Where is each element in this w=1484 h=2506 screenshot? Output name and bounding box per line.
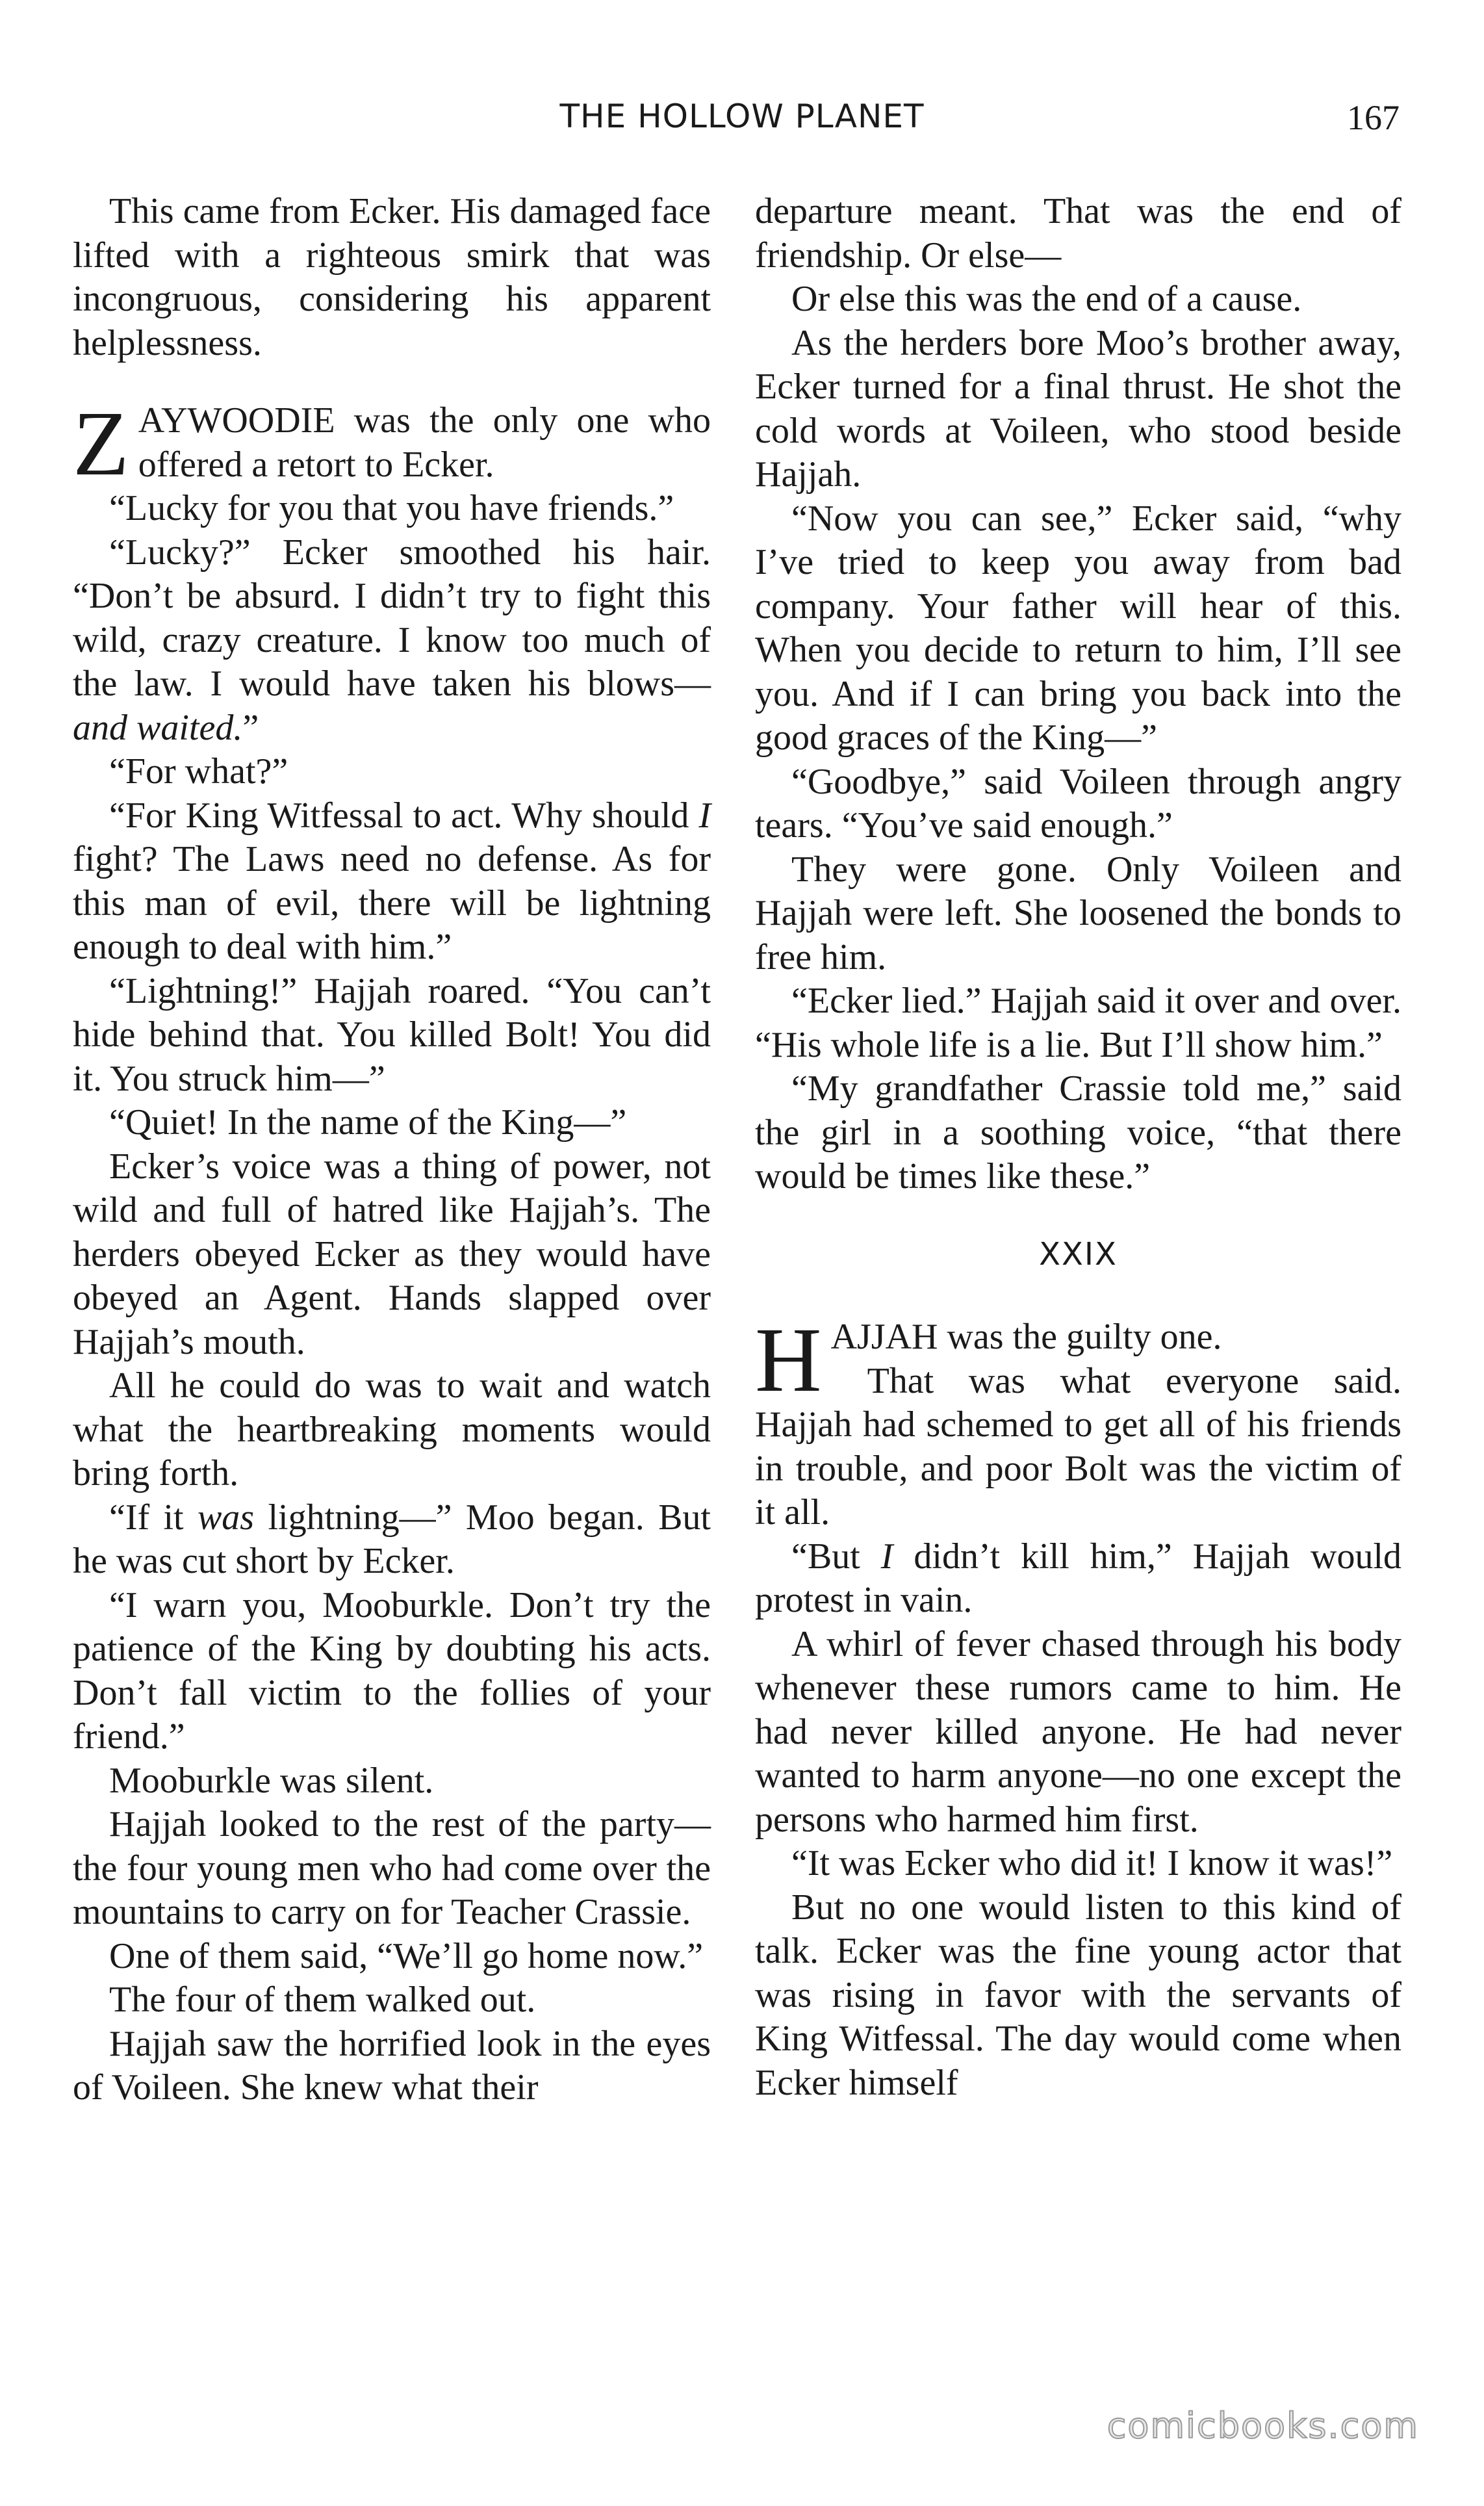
paragraph <box>73 1496 711 1584</box>
paragraph-text: “If it <box>109 1497 198 1538</box>
paragraph: “Lightning!” Hajjah roared. “You can’t hide behind that. You killed Bolt! You did it. You struck him—” <box>73 970 711 1099</box>
paragraph: Mooburkle was silent. <box>109 1760 434 1801</box>
emphasis: I <box>880 1536 893 1577</box>
paragraph: But no one would listen to this kind of talk. Ecker was the fine young actor that was rising in favor with the servants of King Witfessal. The day would come when Ecker himself <box>755 1887 1401 2103</box>
paragraph: Ecker’s voice was a thing of power, not wild and full of hatred like Hajjah’s. The herders obeyed Ecker as they would have obeyed an Agent. Hands slapped over Hajjah’s mouth. <box>73 1146 711 1362</box>
paragraph: “Ecker lied.” Hajjah said it over and over. “His whole life is a lie. But I’ll show him.” <box>755 981 1401 1065</box>
dropcap-word: AYWOODIE <box>138 400 335 441</box>
paragraph-text: fight? The Laws need no defense. As for this man of evil, there will be lightning enough to deal with him.” <box>73 839 711 967</box>
paragraph: “Quiet! In the name of the King—” <box>109 1102 627 1143</box>
chapter-heading: XXIX <box>1039 1235 1118 1272</box>
paragraph: The four of them walked out. <box>109 1980 536 2020</box>
watermark <box>1107 2405 1419 2446</box>
paragraph-text: was the guilty one. <box>938 1317 1222 1357</box>
dropcap-paragraph <box>73 392 711 495</box>
paragraph: A whirl of fever chased through his body whenever these rumors came to him. He had never killed anyone. He had never wanted to harm anyone—no one except the persons who harmed him first. <box>755 1623 1401 1840</box>
dropcap-word: AJJAH <box>830 1317 938 1357</box>
paragraph: “Now you can see,” Ecker said, “why I’ve tried to keep you away from bad company. Your father will hear of this. When you decide to return to him, I’ll see you. And if I can bring you back into the good graces of the King—” <box>755 498 1401 758</box>
page-header <box>0 97 1484 143</box>
paragraph-text: “But <box>791 1536 881 1577</box>
paragraph: Hajjah looked to the rest of the party—the four young men who had come over the mountains to carry on for Teacher Crassie. <box>73 1804 711 1932</box>
emphasis: was <box>197 1497 255 1538</box>
paragraph-text: lightning—” Moo began. But he was cut short by Ecker. <box>73 1497 711 1581</box>
drop-cap: Z <box>73 392 129 495</box>
paragraph: One of them said, “We’ll go home now.” <box>109 1935 704 1976</box>
paragraph: “My grandfather Crassie told me,” said the girl in a soothing voice, “that there would be times like these.” <box>755 1068 1401 1196</box>
drop-cap: H <box>755 1308 822 1411</box>
paragraph <box>73 794 711 970</box>
paragraph: departure meant. That was the end of friendship. Or else— <box>755 191 1401 276</box>
paragraph: They were gone. Only Voileen and Hajjah were left. She loosened the bonds to free him. <box>755 849 1401 977</box>
watermark-text: comicbooks.com <box>1107 2405 1419 2446</box>
paragraph: This came from Ecker. His damaged face lifted with a righteous smirk that was incongruous, considering his apparent helplessness. <box>73 191 711 363</box>
page-number: 167 <box>1347 98 1400 137</box>
left-column <box>73 190 711 2110</box>
paragraph-text: “Lucky?” Ecker smoothed his hair. “Don’t be absurd. I didn’t try to fight this wild, crazy creature. I know too much of the law. I would have taken his blows— <box>73 532 711 704</box>
running-title: THE HOLLOW PLANET <box>559 97 925 135</box>
paragraph: “I warn you, Mooburkle. Don’t try the patience of the King by doubting his acts. Don’t fall victim to the follies of your friend.” <box>73 1584 711 1757</box>
paragraph: Hajjah saw the horrified look in the eyes of Voileen. She knew what their <box>73 2023 711 2108</box>
emphasis: and waited. <box>73 707 243 748</box>
dropcap-paragraph <box>755 1308 1401 1411</box>
paragraph-text: ” <box>242 707 259 748</box>
paragraph: “Lucky for you that you have friends.” <box>109 488 674 528</box>
paragraph-text: was the only one who offered a retort to Ecker. <box>138 400 711 485</box>
paragraph: That was what everyone said. Hajjah had schemed to get all of his friends in trouble, and poor Bolt was the victim of it all. <box>755 1360 1401 1532</box>
section-break <box>73 365 711 399</box>
emphasis: I <box>698 795 711 836</box>
paragraph: “It was Ecker who did it! I know it was!” <box>791 1843 1393 1883</box>
right-column <box>755 190 1401 2105</box>
paragraph: All he could do was to wait and watch what the heartbreaking moments would bring forth. <box>73 1365 711 1493</box>
paragraph <box>755 1535 1401 1623</box>
paragraph-text: didn’t kill him,” Hajjah would protest in vain. <box>755 1536 1401 1620</box>
paragraph: As the herders bore Moo’s brother away, Ecker turned for a final thrust. He shot the cold words at Voileen, who stood beside Hajjah. <box>755 322 1401 495</box>
paragraph-text: “For King Witfessal to act. Why should <box>109 795 699 836</box>
paragraph <box>73 531 711 751</box>
paragraph: “Goodbye,” said Voileen through angry tears. “You’ve said enough.” <box>755 761 1401 846</box>
paragraph: Or else this was the end of a cause. <box>791 279 1302 319</box>
paragraph: “For what?” <box>109 751 288 792</box>
